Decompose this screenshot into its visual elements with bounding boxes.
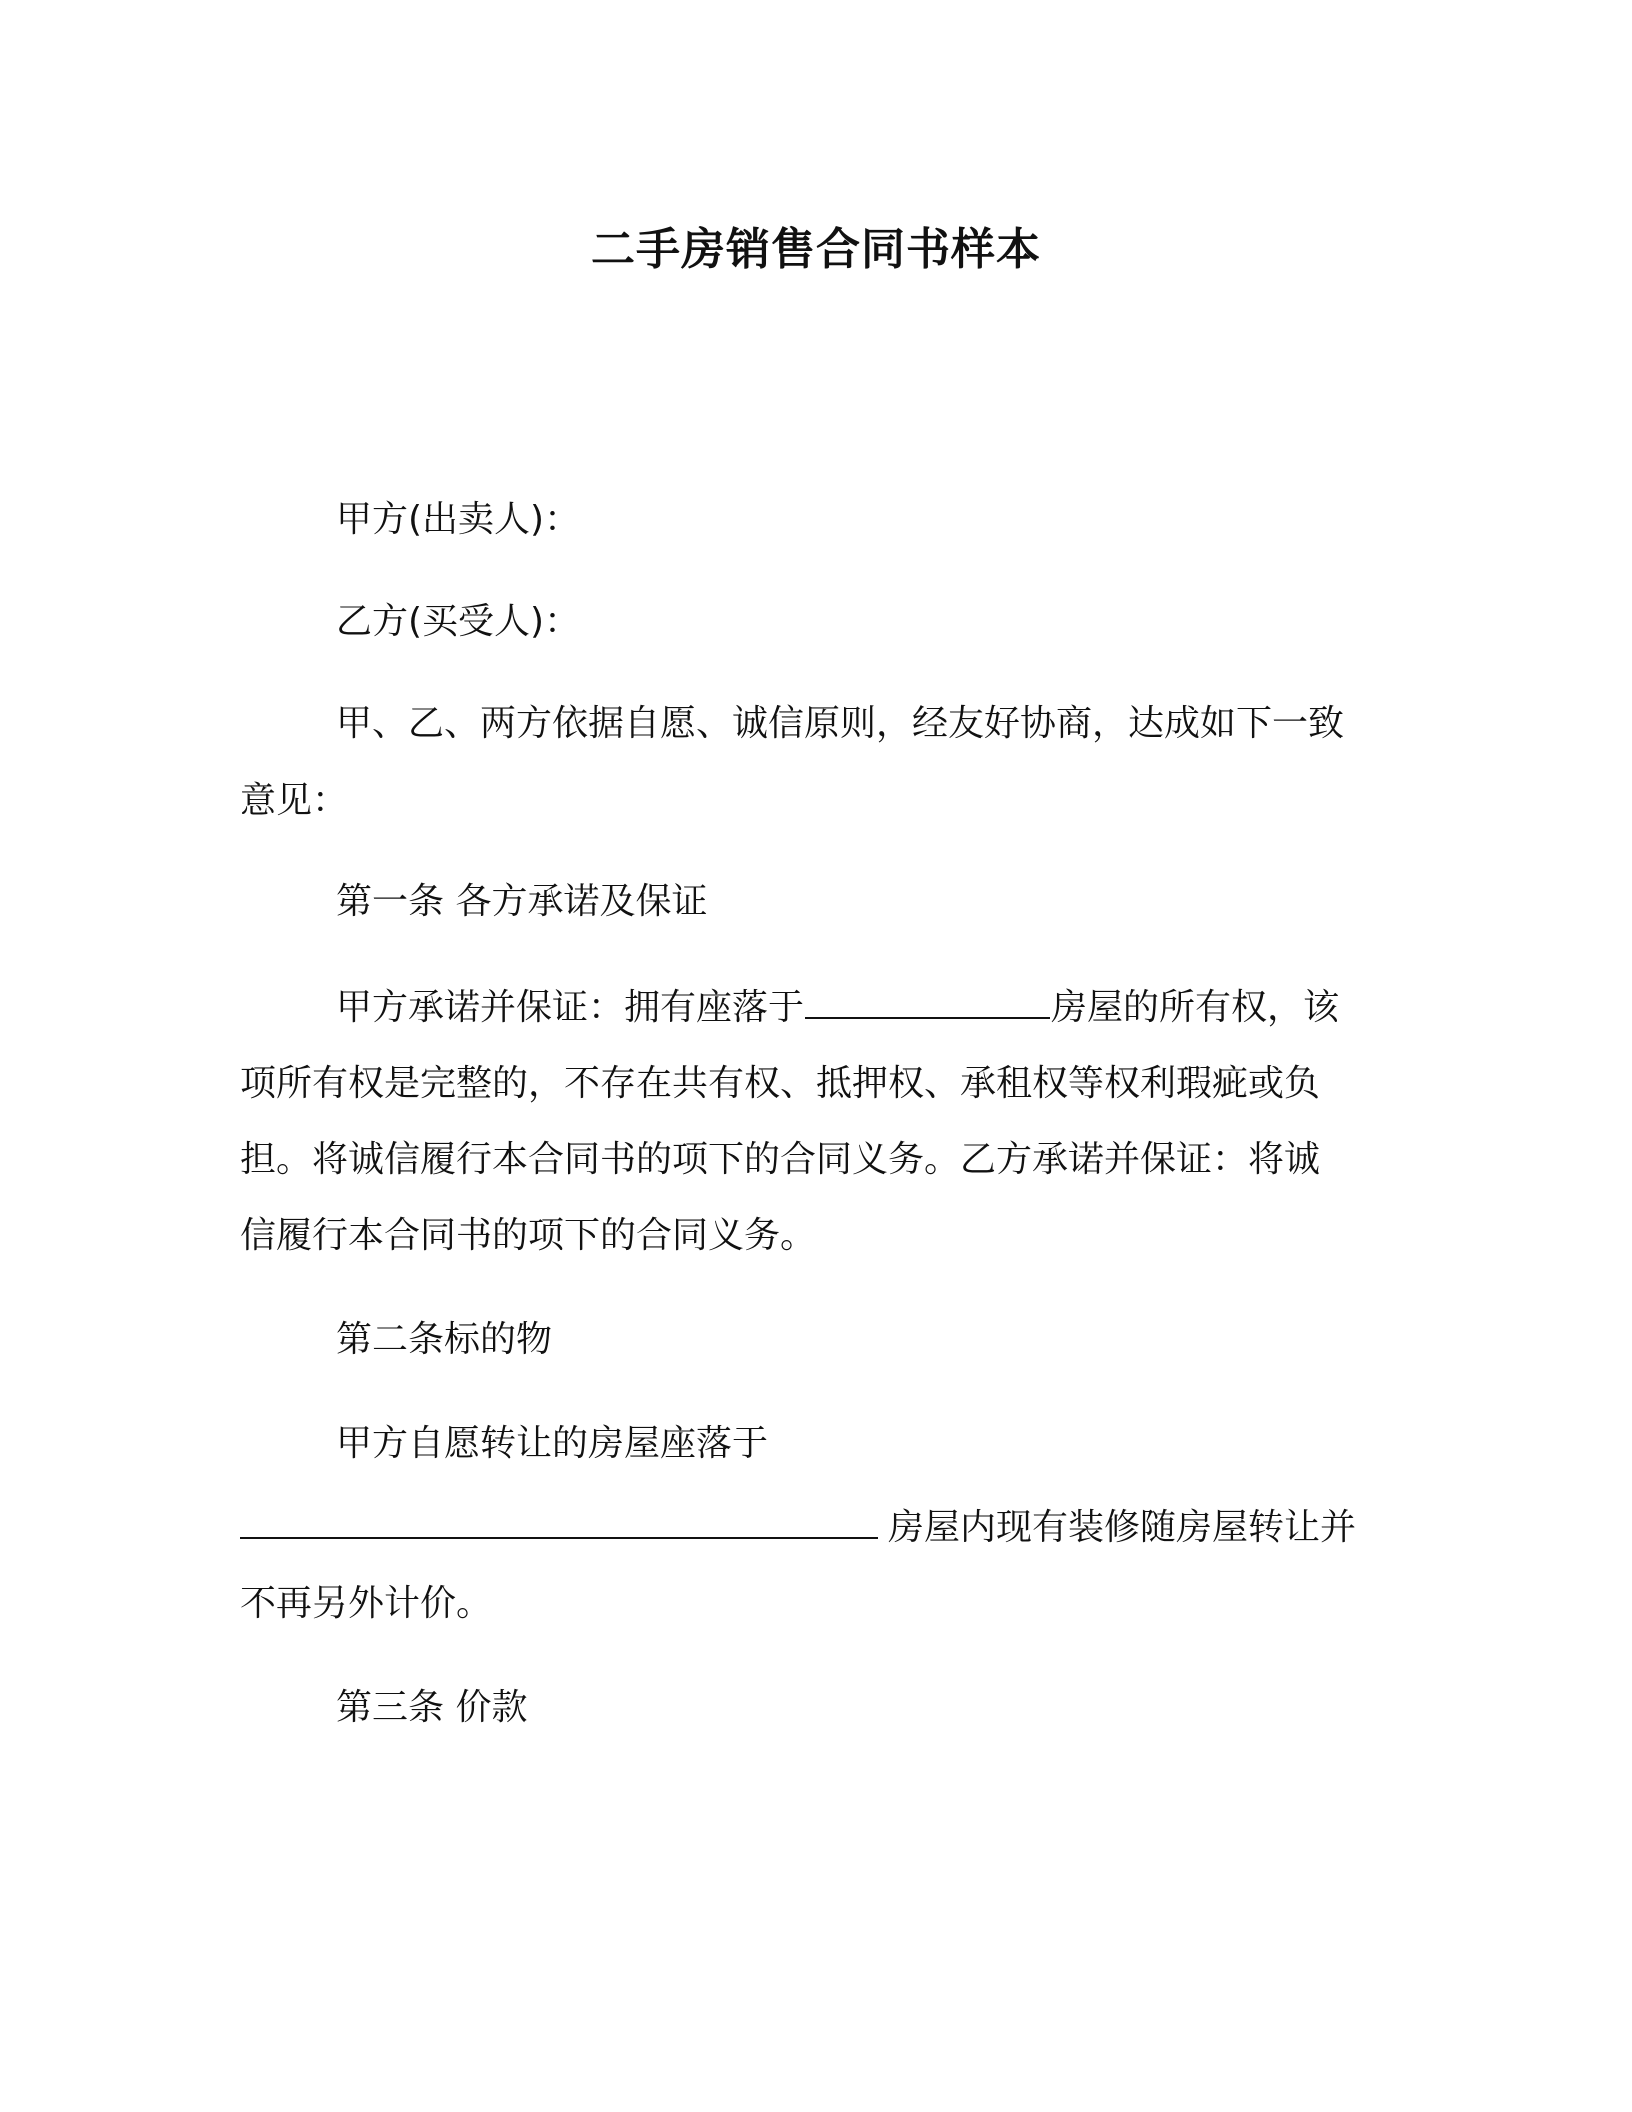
article-1-line-1-prefix: 甲方承诺并保证：拥有座落于 (336, 987, 805, 1028)
article-3-heading: 第三条 价款 (336, 1687, 528, 1728)
property-location-blank (805, 987, 1050, 1019)
article-1-line-1-suffix: 房屋的所有权，该 (1051, 987, 1340, 1028)
party-a-label: 甲方(出卖人)： (336, 499, 581, 540)
article-2-line-1: 甲方自愿转让的房屋座落于 (336, 1423, 769, 1464)
article-2-line-3: 不再另外计价。 (240, 1583, 493, 1624)
article-2-heading: 第二条标的物 (336, 1319, 553, 1360)
property-address-blank (240, 1507, 878, 1539)
intro-paragraph-line-2: 意见： (240, 780, 349, 821)
article-2-line-2-suffix: 房屋内现有装修随房屋转让并 (888, 1507, 1357, 1548)
article-2-line-2 (240, 1504, 1380, 1552)
intro-paragraph-line-1: 甲、乙、两方依据自愿、诚信原则，经友好协商，达成如下一致 (336, 703, 1345, 744)
article-1-heading: 第一条 各方承诺及保证 (336, 881, 708, 922)
document-title: 二手房销售合同书样本 (591, 224, 1041, 275)
article-1-line-1 (336, 984, 1380, 1032)
article-1-line-4: 信履行本合同书的项下的合同义务。 (240, 1215, 817, 1256)
party-b-label: 乙方(买受人)： (336, 601, 581, 642)
article-1-line-3: 担。将诚信履行本合同书的项下的合同义务。乙方承诺并保证：将诚 (240, 1139, 1321, 1180)
article-1-line-2: 项所有权是完整的，不存在共有权、抵押权、承租权等权利瑕疵或负 (240, 1063, 1321, 1104)
